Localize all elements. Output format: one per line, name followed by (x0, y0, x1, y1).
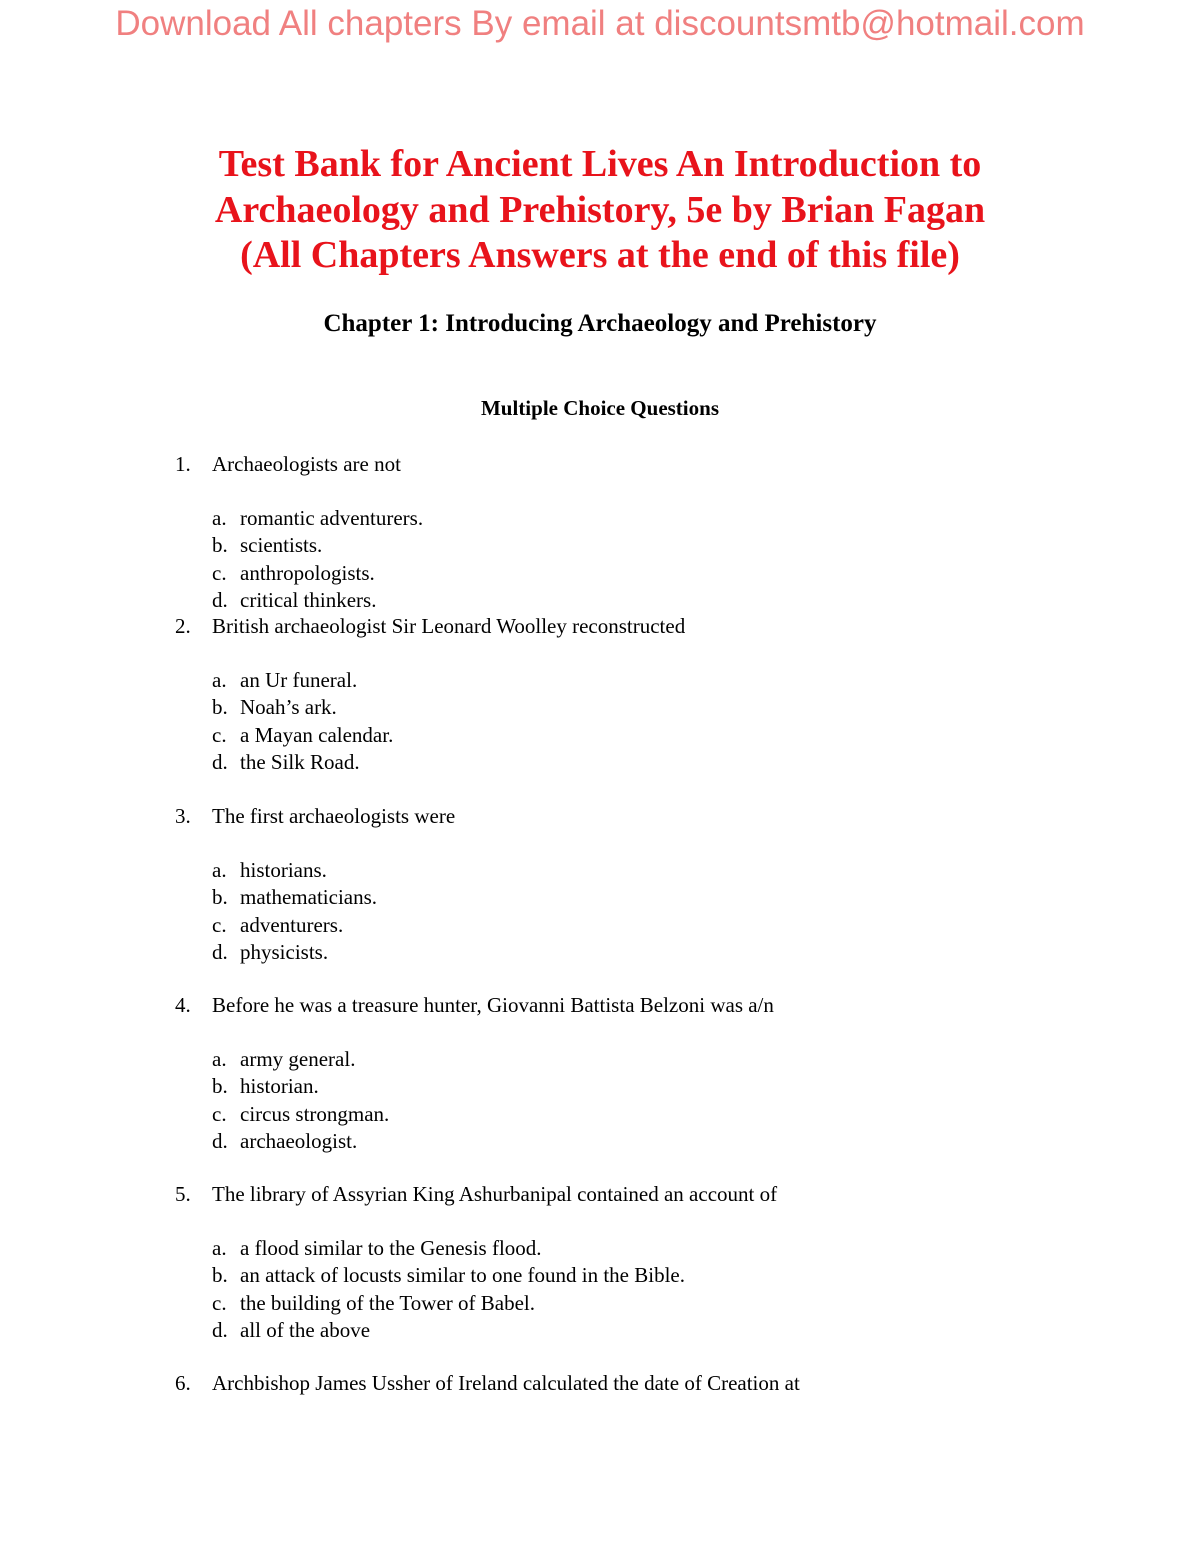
question-number: 4. (175, 993, 191, 1017)
question-number: 5. (175, 1182, 191, 1206)
document-title (0, 142, 1200, 279)
question-text: Archaeologists are not (212, 452, 401, 476)
question-number: 2. (175, 614, 191, 638)
title-line-1: Test Bank for Ancient Lives An Introduction to (218, 143, 982, 185)
option-text: scientists. (240, 533, 323, 558)
option-letter: a. (212, 506, 227, 530)
option-text: circus strongman. (240, 1101, 390, 1126)
option-text: historians. (240, 858, 327, 882)
option-text: Noah’s ark. (240, 695, 337, 720)
option-letter: d. (212, 1128, 228, 1153)
option-text: anthropologists. (240, 560, 375, 585)
option-letter: b. (212, 1263, 228, 1288)
option-letter: b. (212, 533, 228, 558)
option-text: an attack of locusts similar to one found in the Bible. (240, 1263, 685, 1288)
option-letter: b. (212, 1074, 228, 1099)
option-letter: a. (212, 1236, 227, 1260)
title-line-3: (All Chapters Answers at the end of this file) (240, 234, 960, 276)
option-letter: c. (212, 1290, 227, 1315)
option-letter: a. (212, 1047, 227, 1071)
option-letter: d. (212, 587, 228, 612)
option-text: a flood similar to the Genesis flood. (240, 1236, 542, 1260)
option-text: physicists. (240, 939, 329, 964)
question-text: British archaeologist Sir Leonard Woolley reconstructed (212, 614, 686, 638)
option-letter: d. (212, 1317, 228, 1342)
option-text: an Ur funeral. (240, 668, 358, 692)
title-line-2: Archaeology and Prehistory, 5e by Brian Fagan (214, 188, 986, 231)
option-text: adventurers. (240, 912, 344, 937)
question-text: The first archaeologists were (212, 804, 456, 828)
option-text: critical thinkers. (240, 587, 377, 612)
option-letter: d. (212, 939, 228, 964)
option-letter: b. (212, 885, 228, 910)
chapter-heading: Chapter 1: Introducing Archaeology and Prehistory (323, 310, 877, 337)
option-text: all of the above (240, 1317, 371, 1342)
option-text: a Mayan calendar. (240, 722, 394, 747)
option-text: army general. (240, 1047, 356, 1071)
option-text: the Silk Road. (240, 749, 360, 774)
option-text: romantic adventurers. (240, 506, 424, 530)
question-number: 3. (175, 804, 191, 828)
question-number: 1. (175, 452, 191, 476)
option-letter: b. (212, 695, 228, 720)
question-number: 6. (175, 1371, 191, 1395)
question-text: Archbishop James Ussher of Ireland calculated the date of Creation at (212, 1371, 800, 1395)
option-letter: a. (212, 858, 227, 882)
option-letter: c. (212, 912, 227, 937)
option-letter: a. (212, 668, 227, 692)
question-text: The library of Assyrian King Ashurbanipal contained an account of (212, 1182, 778, 1206)
option-text: historian. (240, 1074, 319, 1099)
download-banner: Download All chapters By email at discountsmtb@hotmail.com (115, 4, 1085, 43)
question-text: Before he was a treasure hunter, Giovanni Battista Belzoni was a/n (212, 993, 774, 1017)
option-letter: c. (212, 560, 227, 585)
section-heading: Multiple Choice Questions (480, 396, 719, 420)
option-letter: d. (212, 749, 228, 774)
option-text: mathematicians. (240, 885, 378, 910)
option-letter: c. (212, 1101, 227, 1126)
option-letter: c. (212, 722, 227, 747)
option-text: archaeologist. (240, 1128, 358, 1153)
option-text: the building of the Tower of Babel. (240, 1290, 535, 1315)
